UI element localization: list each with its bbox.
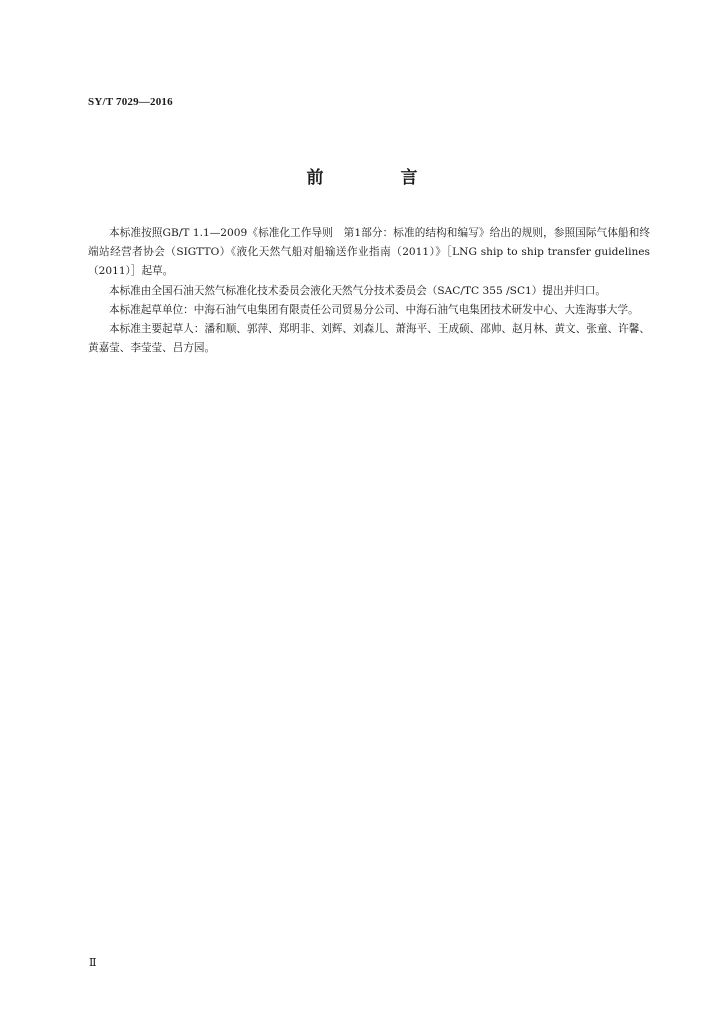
paragraph-drafting-rules: 本标准按照GB/T 1.1—2009《标准化工作导则 第1部分：标准的结构和编写》给出的规则，参照国际气体船和终端站经营者协会（SIGTTO）《液化天然气船对船输送作业指南（2011）》［LNG ship to ship transfer guidelines（2011）］起草。: [88, 227, 650, 278]
foreword-body: [88, 224, 650, 358]
paragraph-drafters: 本标准主要起草人：潘和顺、郭萍、郑明非、刘辉、刘森儿、萧海平、王成硕、邵帅、赵月林、黄文、张童、许馨、黄嘉莹、李莹莹、吕方园。: [88, 323, 650, 355]
page-number: Ⅱ: [89, 957, 97, 969]
standard-code: SY/T 7029—2016: [88, 96, 173, 108]
page-title: 前 言: [306, 168, 448, 188]
paragraph-drafting-units: 本标准起草单位：中海石油气电集团有限责任公司贸易分公司、中海石油气电集团技术研发中心、大连海事大学。: [109, 303, 639, 316]
paragraph-proposer: 本标准由全国石油天然气标准化技术委员会液化天然气分技术委员会（SAC/TC 355 /SC1）提出并归口。: [109, 284, 606, 297]
